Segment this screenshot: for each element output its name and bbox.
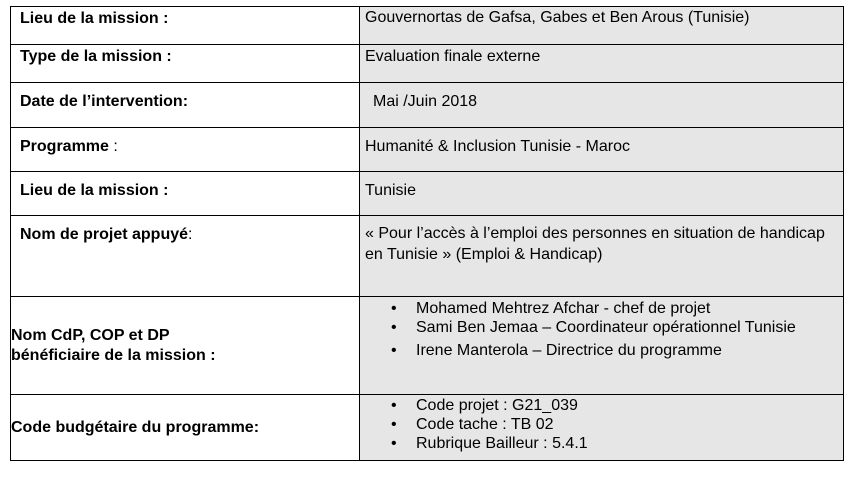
table-row bbox=[11, 45, 844, 83]
table-row bbox=[11, 128, 844, 172]
table-row bbox=[11, 7, 844, 45]
value-cell bbox=[360, 45, 844, 83]
table-row bbox=[11, 216, 844, 297]
value-programme: Humanité & Inclusion Tunisie - Maroc bbox=[365, 138, 630, 155]
label-date-intervention: Date de l’intervention: bbox=[20, 93, 189, 110]
value-cell bbox=[360, 395, 844, 461]
value-cell bbox=[360, 83, 844, 128]
list-item: • Code tache : TB 02 bbox=[360, 415, 843, 434]
bullet-list-codes bbox=[360, 396, 843, 453]
list-item: • Mohamed Mehtrez Afchar - chef de projet bbox=[360, 299, 843, 318]
list-item: • Code projet : G21_039 bbox=[360, 396, 843, 415]
label-cell bbox=[11, 395, 360, 461]
label-lieu-mission: Lieu de la mission : bbox=[20, 10, 169, 27]
table-row bbox=[11, 83, 844, 128]
value-cell bbox=[360, 216, 844, 297]
label-nom-projet-text: Nom de projet appuyé bbox=[20, 226, 189, 243]
label-lieu-mission-2: Lieu de la mission : bbox=[20, 182, 169, 199]
label-programme-text: Programme bbox=[20, 138, 109, 155]
label-cell bbox=[11, 128, 360, 172]
label-nom-projet bbox=[11, 216, 359, 244]
table-row bbox=[11, 395, 844, 461]
value-type-mission: Evaluation finale externe bbox=[365, 48, 541, 65]
label-cell bbox=[11, 7, 360, 45]
label-nom-projet-colon: : bbox=[188, 226, 193, 243]
label-cell bbox=[11, 83, 360, 128]
label-code-budgetaire: Code budgétaire du programme: bbox=[11, 419, 260, 436]
value-date-intervention: Mai /Juin 2018 bbox=[373, 93, 478, 110]
table-row bbox=[11, 172, 844, 216]
value-lieu-mission-2: Tunisie bbox=[365, 182, 416, 199]
value-nom-projet: « Pour l’accès à l’emploi des personnes en situation de handicap en Tunisie » (Emploi & Handicap) bbox=[365, 225, 825, 263]
list-item: • Rubrique Bailleur : 5.4.1 bbox=[360, 434, 843, 453]
label-cell bbox=[11, 172, 360, 216]
value-cell bbox=[360, 128, 844, 172]
label-cell bbox=[11, 297, 360, 395]
list-item: • Sami Ben Jemaa – Coordinateur opérationnel Tunisie bbox=[360, 318, 843, 337]
value-cell bbox=[360, 297, 844, 395]
label-nom-cdp: Nom CdP, COP et DP bénéficiaire de la mission : bbox=[11, 326, 216, 364]
label-programme bbox=[11, 128, 359, 156]
value-cell bbox=[360, 7, 844, 45]
label-programme-colon: : bbox=[108, 138, 118, 155]
label-type-mission: Type de la mission : bbox=[20, 48, 172, 65]
label-cell bbox=[11, 45, 360, 83]
label-cell bbox=[11, 216, 360, 297]
table-row bbox=[11, 297, 844, 395]
list-item: • Irene Manterola – Directrice du programme bbox=[360, 341, 843, 360]
mission-info-table bbox=[10, 6, 844, 461]
value-cell bbox=[360, 172, 844, 216]
bullet-list-personnes bbox=[360, 299, 843, 360]
value-lieu-mission: Gouvernortas de Gafsa, Gabes et Ben Arous (Tunisie) bbox=[365, 9, 750, 26]
